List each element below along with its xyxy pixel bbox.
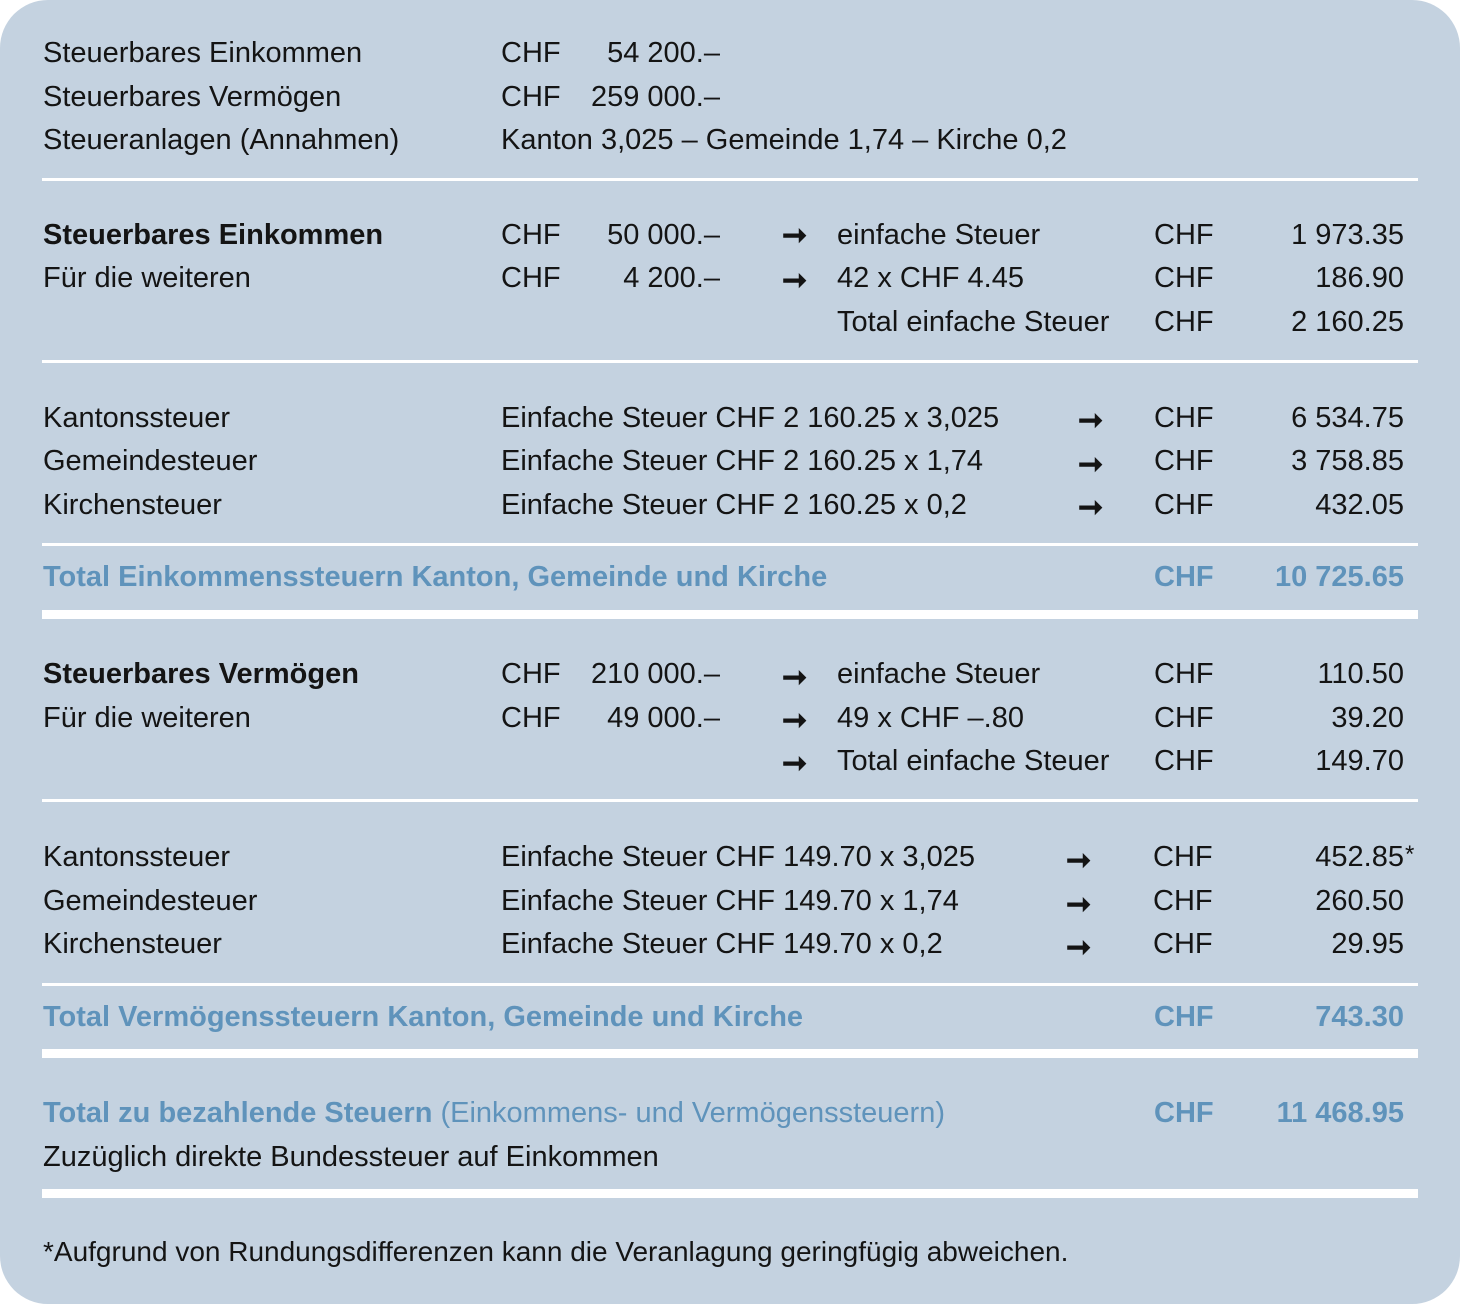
wealth-further-value: 39.20 xyxy=(1331,702,1404,734)
grand-total-sub: (Einkommens- und Vermögenssteuern) xyxy=(440,1097,945,1129)
intro-rates-value: Kanton 3,025 – Gemeinde 1,74 – Kirche 0,2 xyxy=(501,124,1067,156)
wealth-canton-formula: Einfache Steuer CHF 149.70 x 3,025 xyxy=(501,841,975,873)
income-further-label: Für die weiteren xyxy=(43,262,251,294)
wealth-church-value: 29.95 xyxy=(1331,928,1404,960)
intro-wealth-label: Steuerbares Vermögen xyxy=(43,81,342,113)
income-total-label: Total Einkommenssteuern Kanton, Gemeinde und Kirche xyxy=(43,561,828,593)
arrow-right-icon: ➞ xyxy=(782,704,808,737)
wealth-simple-value: 110.50 xyxy=(1317,658,1404,690)
grand-total-label: Total zu bezahlende Steuern xyxy=(43,1097,433,1129)
grand-total-line xyxy=(43,1096,945,1130)
income-municipal-label: Gemeindesteuer xyxy=(43,445,258,477)
income-further-currency-2: CHF xyxy=(1154,262,1214,294)
arrow-right-icon: ➞ xyxy=(782,264,808,297)
wealth-further-amount: 49 000.– xyxy=(607,702,720,734)
wealth-simple-currency-2: CHF xyxy=(1154,658,1214,690)
income-municipal-currency: CHF xyxy=(1154,445,1214,477)
income-simple-value: 1 973.35 xyxy=(1291,219,1404,251)
income-further-currency: CHF xyxy=(501,262,561,294)
divider-thick xyxy=(42,610,1418,619)
arrow-right-icon: ➞ xyxy=(1078,491,1104,524)
wealth-further-desc: 49 x CHF –.80 xyxy=(837,702,1024,734)
wealth-municipal-value: 260.50 xyxy=(1315,885,1404,917)
grand-total-currency: CHF xyxy=(1154,1097,1214,1129)
divider xyxy=(42,799,1418,802)
wealth-simple-amount: 210 000.– xyxy=(590,658,720,690)
intro-income-currency: CHF xyxy=(501,37,561,69)
wealth-simple-currency: CHF xyxy=(501,658,561,690)
income-simple-amount: 50 000.– xyxy=(607,219,720,251)
income-church-formula: Einfache Steuer CHF 2 160.25 x 0,2 xyxy=(501,489,967,521)
wealth-total-currency: CHF xyxy=(1154,1001,1214,1033)
wealth-church-label: Kirchensteuer xyxy=(43,928,222,960)
income-municipal-value: 3 758.85 xyxy=(1291,445,1404,477)
wealth-canton-label: Kantonssteuer xyxy=(43,841,231,873)
wealth-further-currency-2: CHF xyxy=(1154,702,1214,734)
wealth-church-currency: CHF xyxy=(1153,928,1213,960)
income-simple-currency: CHF xyxy=(501,219,561,251)
wealth-further-label: Für die weiteren xyxy=(43,702,251,734)
divider xyxy=(42,983,1418,986)
income-further-desc: 42 x CHF 4.45 xyxy=(837,262,1024,294)
wealth-municipal-currency: CHF xyxy=(1153,885,1213,917)
income-further-amount: 4 200.– xyxy=(623,262,720,294)
income-canton-formula: Einfache Steuer CHF 2 160.25 x 3,025 xyxy=(501,402,1000,434)
divider xyxy=(42,543,1418,546)
intro-income-label: Steuerbares Einkommen xyxy=(43,37,363,69)
income-church-label: Kirchensteuer xyxy=(43,489,222,521)
wealth-total-label: Total Vermögenssteuern Kanton, Gemeinde und Kirche xyxy=(43,1001,804,1033)
arrow-right-icon: ➞ xyxy=(782,219,808,252)
intro-income-value: 54 200.– xyxy=(607,37,720,69)
wealth-municipal-formula: Einfache Steuer CHF 149.70 x 1,74 xyxy=(501,885,959,917)
income-simple-label: Steuerbares Einkommen xyxy=(43,219,384,251)
income-further-value: 186.90 xyxy=(1315,262,1404,294)
federal-tax-note: Zuzüglich direkte Bundessteuer auf Einkommen xyxy=(43,1141,659,1173)
income-simple-currency-2: CHF xyxy=(1154,219,1214,251)
wealth-total-simple-currency: CHF xyxy=(1154,745,1214,777)
wealth-total-simple-value: 149.70 xyxy=(1315,745,1404,777)
income-canton-label: Kantonssteuer xyxy=(43,402,231,434)
wealth-canton-value: 452.85 xyxy=(1315,841,1404,873)
arrow-right-icon: ➞ xyxy=(1066,888,1092,921)
wealth-total-simple-desc: Total einfache Steuer xyxy=(837,745,1110,777)
arrow-right-icon: ➞ xyxy=(782,747,808,780)
footnote-marker: * xyxy=(1405,841,1415,868)
divider-thick xyxy=(42,1189,1418,1198)
grand-total-value: 11 468.95 xyxy=(1276,1097,1404,1129)
intro-wealth-value: 259 000.– xyxy=(590,81,720,113)
wealth-simple-desc: einfache Steuer xyxy=(837,658,1041,690)
income-total-currency: CHF xyxy=(1154,561,1214,593)
income-canton-value: 6 534.75 xyxy=(1291,402,1404,434)
arrow-right-icon: ➞ xyxy=(1066,844,1092,877)
income-total-simple-value: 2 160.25 xyxy=(1291,306,1404,338)
income-total-value: 10 725.65 xyxy=(1274,561,1404,593)
wealth-canton-currency: CHF xyxy=(1153,841,1213,873)
wealth-further-currency: CHF xyxy=(501,702,561,734)
arrow-right-icon: ➞ xyxy=(782,661,808,694)
divider xyxy=(42,360,1418,363)
income-simple-desc: einfache Steuer xyxy=(837,219,1041,251)
arrow-right-icon: ➞ xyxy=(1078,404,1104,437)
intro-wealth-currency: CHF xyxy=(501,81,561,113)
income-total-simple-desc: Total einfache Steuer xyxy=(837,306,1110,338)
income-canton-currency: CHF xyxy=(1154,402,1214,434)
footnote: *Aufgrund von Rundungsdifferenzen kann die Veranlagung geringfügig abweichen. xyxy=(43,1236,1069,1267)
arrow-right-icon: ➞ xyxy=(1066,931,1092,964)
income-municipal-formula: Einfache Steuer CHF 2 160.25 x 1,74 xyxy=(501,445,984,477)
wealth-church-formula: Einfache Steuer CHF 149.70 x 0,2 xyxy=(501,928,943,960)
wealth-municipal-label: Gemeindesteuer xyxy=(43,885,258,917)
arrow-right-icon: ➞ xyxy=(1078,448,1104,481)
wealth-total-value: 743.30 xyxy=(1315,1001,1404,1033)
intro-rates-label: Steueranlagen (Annahmen) xyxy=(43,124,400,156)
divider-thick xyxy=(42,1049,1418,1058)
divider xyxy=(42,178,1418,181)
income-church-currency: CHF xyxy=(1154,489,1214,521)
income-church-value: 432.05 xyxy=(1315,489,1404,521)
wealth-simple-label: Steuerbares Vermögen xyxy=(43,658,359,690)
income-total-simple-currency: CHF xyxy=(1154,306,1214,338)
